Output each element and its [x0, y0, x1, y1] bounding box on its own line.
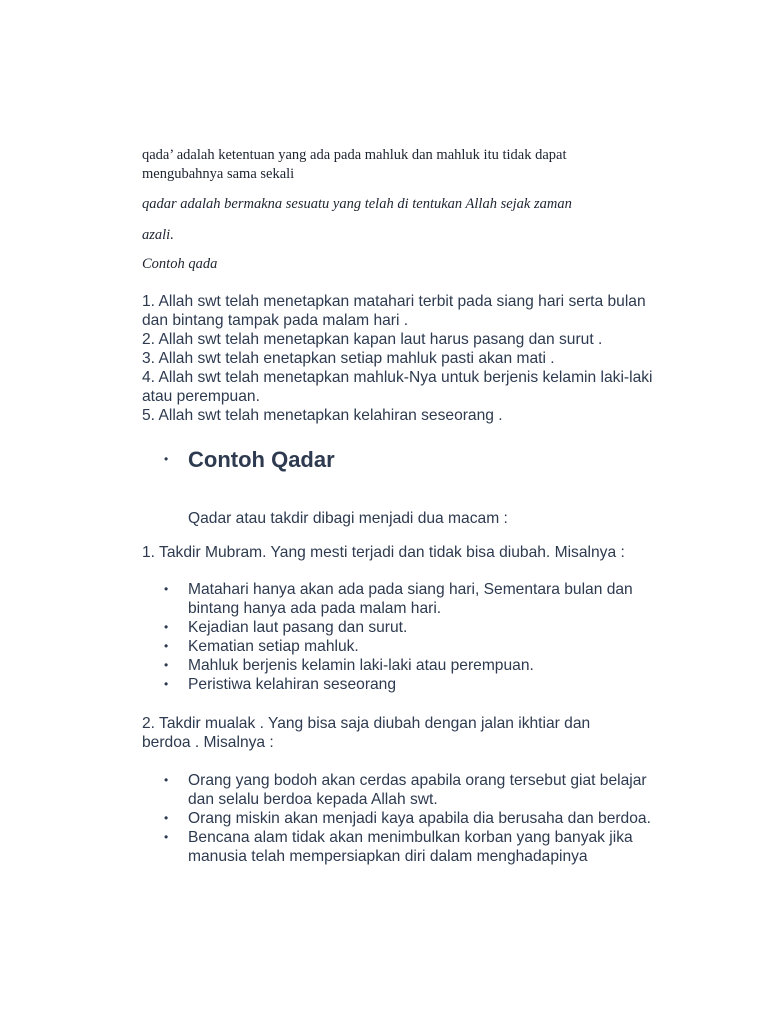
qadar-definition-line2: azali. [142, 227, 174, 243]
bullet-icon: • [164, 773, 169, 787]
list-item: 5. Allah swt telah menetapkan kelahiran seseorang . [142, 407, 503, 424]
takdir-mubram-list [162, 580, 662, 694]
contoh-qadar-heading: Contoh Qadar [188, 447, 335, 472]
bullet-icon: • [164, 452, 169, 466]
qada-definition: qada’ adalah ketentuan yang ada pada mahluk dan mahluk itu tidak dapat mengubahnya sama sekali [142, 147, 567, 182]
bullet-icon: • [164, 620, 169, 634]
list-item: 4. Allah swt telah menetapkan mahluk-Nya untuk berjenis kelamin laki-laki atau perempuan. [142, 369, 653, 405]
bullet-icon: • [164, 658, 169, 672]
bullet-icon: • [164, 639, 169, 653]
bullet-icon: • [164, 582, 169, 596]
list-item: • Bencana alam tidak akan menimbulkan korban yang banyak jika manusia telah mempersiapkan diri dalam menghadapinya [164, 829, 633, 865]
list-item: • Peristiwa kelahiran seseorang [164, 676, 397, 693]
contoh-qada-label: Contoh qada [142, 256, 218, 272]
list-item: 3. Allah swt telah enetapkan setiap mahluk pasti akan mati . [142, 350, 555, 367]
qadar-definition-line1: qadar adalah bermakna sesuatu yang telah di tentukan Allah sejak zaman [142, 196, 572, 212]
list-item: • Orang miskin akan menjadi kaya apabila dia berusaha dan berdoa. [164, 810, 651, 827]
contoh-qadar-heading-block [162, 446, 562, 476]
list-item: 1. Allah swt telah menetapkan matahari terbit pada siang hari serta bulan dan bintang tampak pada malam hari . [142, 293, 646, 329]
list-item: • Orang yang bodoh akan cerdas apabila orang tersebut giat belajar dan selalu berdoa kepada Allah swt. [164, 772, 647, 808]
list-item: • Mahluk berjenis kelamin laki-laki atau perempuan. [164, 657, 534, 674]
qadar-intro: Qadar atau takdir dibagi menjadi dua macam : [188, 510, 508, 527]
bullet-icon: • [164, 811, 169, 825]
takdir-mualak-label: 2. Takdir mualak . Yang bisa saja diubah dengan jalan ikhtiar dan berdoa . Misalnya : [142, 715, 591, 751]
bullet-icon: • [164, 830, 169, 844]
bullet-icon: • [164, 677, 169, 691]
list-item: • Matahari hanya akan ada pada siang hari, Sementara bulan dan bintang hanya ada pada malam hari. [164, 581, 633, 617]
list-item: • Kejadian laut pasang dan surut. [164, 619, 408, 636]
contoh-qada-list [142, 292, 667, 425]
list-item: 2. Allah swt telah menetapkan kapan laut harus pasang dan surut . [142, 331, 603, 348]
takdir-mualak-list [162, 771, 662, 866]
list-item: • Kematian setiap mahluk. [164, 638, 359, 655]
takdir-mubram-label: 1. Takdir Mubram. Yang mesti terjadi dan tidak bisa diubah. Misalnya : [142, 544, 625, 561]
